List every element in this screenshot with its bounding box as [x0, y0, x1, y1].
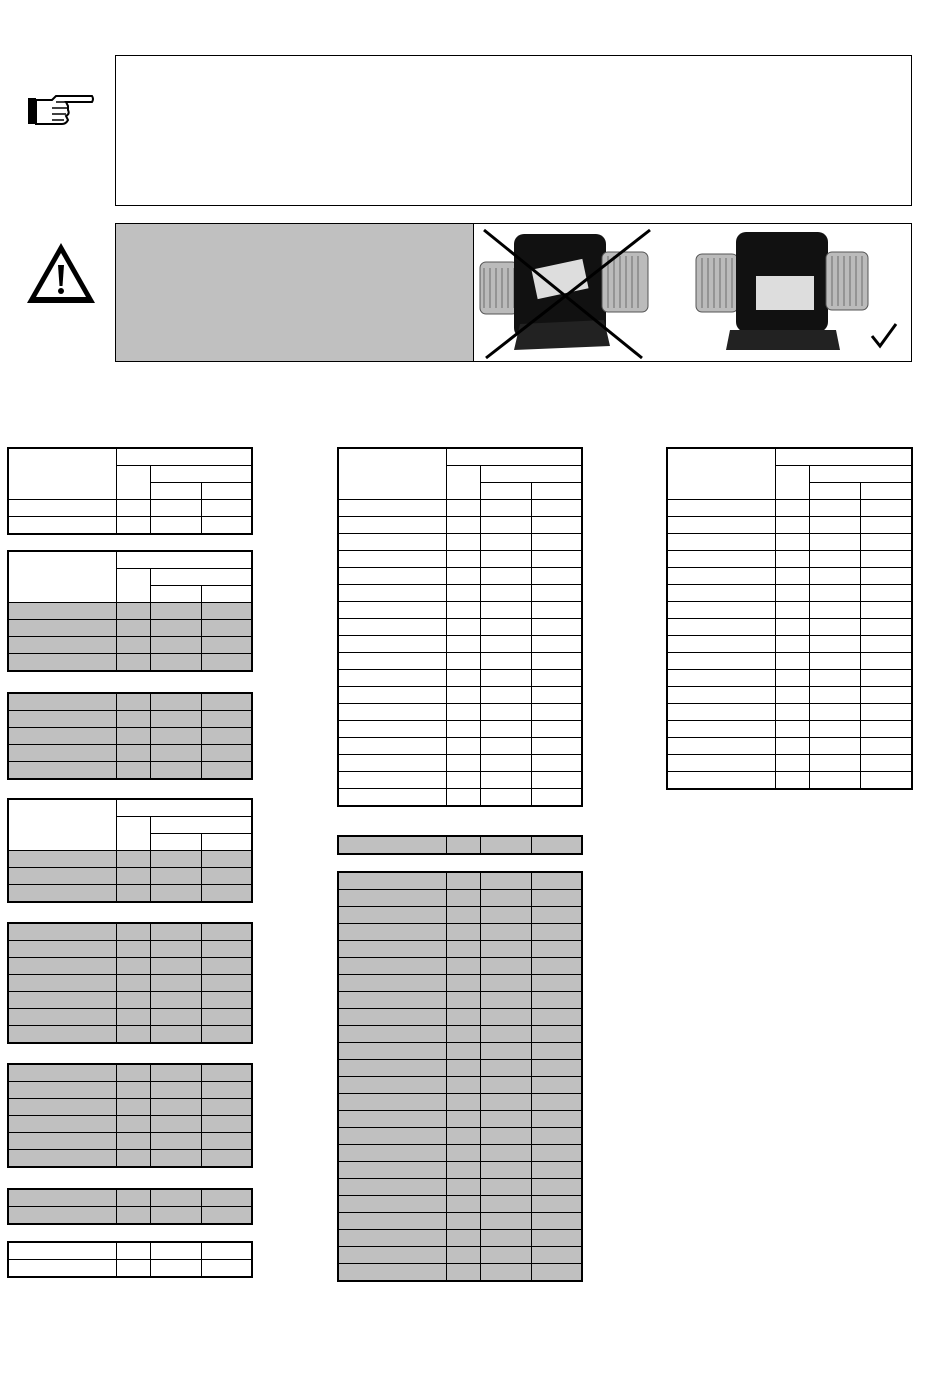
table-row	[338, 636, 582, 653]
table-row	[8, 1207, 252, 1225]
header-cell	[480, 466, 582, 483]
table-9	[337, 447, 583, 807]
table-row	[667, 670, 912, 687]
table-row	[667, 738, 912, 755]
table-row	[8, 851, 252, 868]
table-row	[338, 1060, 582, 1077]
table-2	[7, 550, 253, 672]
table-row	[8, 693, 252, 711]
table-row	[8, 1026, 252, 1044]
motor-photo-correct	[696, 232, 868, 350]
table-row	[8, 868, 252, 885]
table-row	[338, 1247, 582, 1264]
header-cell	[150, 466, 252, 483]
table-row	[338, 772, 582, 789]
note-box	[115, 55, 912, 206]
note-text	[116, 56, 911, 72]
header-cell	[860, 483, 912, 500]
table-row	[338, 1077, 582, 1094]
header-cell	[116, 799, 252, 817]
header-cell	[150, 586, 201, 603]
table-row	[8, 975, 252, 992]
table-row	[338, 1009, 582, 1026]
table-8	[7, 1241, 253, 1278]
table-row	[338, 721, 582, 738]
table-row	[338, 924, 582, 941]
table-row	[8, 500, 252, 517]
table-row	[667, 585, 912, 602]
table-row	[667, 653, 912, 670]
table-row	[338, 687, 582, 704]
table-row	[8, 1150, 252, 1168]
table-row	[667, 704, 912, 721]
table-11	[337, 871, 583, 1282]
table-row	[338, 958, 582, 975]
header-cell	[338, 448, 446, 500]
table-row	[338, 789, 582, 807]
table-row	[8, 1260, 252, 1278]
table-row	[338, 1264, 582, 1282]
table-row	[667, 500, 912, 517]
table-row	[667, 721, 912, 738]
table-row	[338, 1196, 582, 1213]
table-row	[338, 738, 582, 755]
table-row	[667, 551, 912, 568]
table-row	[8, 1082, 252, 1099]
header-cell	[116, 448, 252, 466]
header-cell	[809, 466, 912, 483]
header-cell	[116, 466, 150, 500]
table-row	[8, 745, 252, 762]
table-row	[338, 872, 582, 890]
header-cell	[480, 483, 531, 500]
table-row	[338, 670, 582, 687]
header-cell	[201, 834, 252, 851]
table-row	[338, 585, 582, 602]
table-row	[338, 992, 582, 1009]
table-row	[338, 1043, 582, 1060]
warning-triangle-icon	[25, 241, 97, 305]
table-row	[338, 653, 582, 670]
table-row	[8, 654, 252, 672]
header-cell	[531, 483, 582, 500]
header-cell	[775, 466, 809, 500]
table-row	[338, 1179, 582, 1196]
header-cell	[116, 817, 150, 851]
table-row	[8, 728, 252, 745]
table-row	[8, 711, 252, 728]
table-row	[8, 1064, 252, 1082]
table-row	[338, 500, 582, 517]
table-1	[7, 447, 253, 535]
table-row	[338, 704, 582, 721]
table-row	[8, 517, 252, 535]
table-row	[8, 941, 252, 958]
table-10	[337, 835, 583, 855]
header-cell	[775, 448, 912, 466]
table-row	[338, 517, 582, 534]
header-cell	[446, 448, 582, 466]
table-row	[667, 534, 912, 551]
table-row	[338, 1213, 582, 1230]
table-row	[8, 1242, 252, 1260]
warning-text	[116, 224, 473, 240]
table-row	[338, 568, 582, 585]
table-row	[8, 637, 252, 654]
header-cell	[150, 817, 252, 834]
check-mark-icon	[872, 324, 896, 346]
header-cell	[8, 448, 116, 500]
table-row	[338, 1094, 582, 1111]
table-row	[8, 923, 252, 941]
table-row	[8, 762, 252, 780]
table-row	[338, 941, 582, 958]
table-row	[8, 1099, 252, 1116]
table-row	[667, 755, 912, 772]
table-7	[7, 1188, 253, 1225]
table-row	[338, 1145, 582, 1162]
table-3	[7, 692, 253, 780]
table-6	[7, 1063, 253, 1168]
warning-text-panel	[116, 224, 473, 361]
table-row	[338, 836, 582, 854]
table-row	[8, 1189, 252, 1207]
table-row	[667, 687, 912, 704]
table-row	[8, 603, 252, 620]
header-cell	[150, 569, 252, 586]
table-row	[8, 620, 252, 637]
table-row	[338, 1230, 582, 1247]
table-row	[338, 602, 582, 619]
table-row	[667, 517, 912, 534]
warning-box	[115, 223, 912, 362]
header-cell	[201, 586, 252, 603]
table-4	[7, 798, 253, 903]
header-cell	[809, 483, 860, 500]
table-row	[8, 992, 252, 1009]
table-row	[338, 1128, 582, 1145]
header-cell	[8, 799, 116, 851]
table-row	[338, 890, 582, 907]
table-row	[8, 958, 252, 975]
table-row	[338, 1162, 582, 1179]
table-row	[667, 568, 912, 585]
table-row	[8, 1116, 252, 1133]
table-row	[338, 975, 582, 992]
table-row	[338, 619, 582, 636]
table-row	[667, 772, 912, 790]
table-12	[666, 447, 913, 790]
header-cell	[446, 466, 480, 500]
header-cell	[116, 551, 252, 569]
table-row	[8, 1133, 252, 1150]
table-row	[8, 1009, 252, 1026]
header-cell	[150, 483, 201, 500]
header-cell	[201, 483, 252, 500]
table-row	[338, 755, 582, 772]
table-row	[8, 885, 252, 903]
table-row	[667, 619, 912, 636]
table-row	[338, 551, 582, 568]
note-hand-icon	[26, 94, 94, 128]
table-row	[338, 1111, 582, 1128]
table-row	[667, 602, 912, 619]
header-cell	[667, 448, 775, 500]
header-cell	[8, 551, 116, 603]
mounting-photos	[473, 224, 911, 361]
table-row	[338, 907, 582, 924]
header-cell	[150, 834, 201, 851]
table-row	[338, 1026, 582, 1043]
table-row	[338, 534, 582, 551]
header-cell	[116, 569, 150, 603]
table-5	[7, 922, 253, 1044]
table-row	[667, 636, 912, 653]
